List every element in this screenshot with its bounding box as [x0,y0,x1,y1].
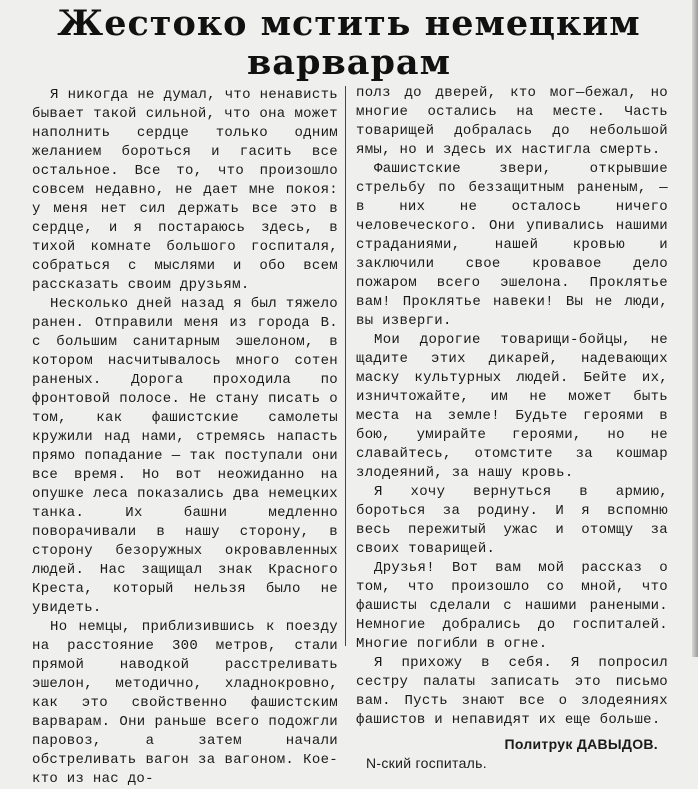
hospital-location: N-ский госпиталь. [366,755,487,771]
article-headline: Жестоко мстить немецким варварам [57,3,641,83]
author-signature: Политрук ДАВЫДОВ. [504,736,658,752]
paragraph-right-3: Мои дорогие товарищи-бойцы, не щадите этих дикарей, надевающих маску культурных людей. Бейте их, изничтожайте, им не может быть места на земле! Будьте героями в бою, умирайте героями, но не славайтесь, отомстите за кошмар злодеяний, за нашу кровь. [356,332,668,481]
paragraph-left-1: Я никогда не думал, что ненависть бывает такой сильной, что она может наполнить сердце только одним желанием бороться и гасить все остальное. Все то, что произошло совсем недавно, не дает мне покоя: у меня нет сил держать все это в сердце, и я постараюсь здесь, в тихой комнате большого госпиталя, собраться с мыслями и обо всем рассказать своим друзьям. [32,87,338,293]
article-column-left [32,86,338,789]
article-column-right [356,84,668,773]
paragraph-left-3: Но немцы, приблизившись к поезду на расстояние 300 метров, стали прямой наводкой расстреливать эшелон, методично, хладнокровно, как это свойственно фашистским варварам. Они раньше всего подожгли паровоз, а затем начали обстреливать вагон за вагоном. Кое-кто из нас до- [32,619,338,787]
paragraph-right-2: Фашистские звери, открывшие стрельбу по беззащитным раненым, — в них не осталось ничего человеческого. Они упивались нашими страданиями, нашей кровью и заключили свое кровавое дело пожаром всего эшелона. Проклятье вам! Проклятье навеки! Вы не люди, вы изверги. [356,161,668,329]
paragraph-right-5: Друзья! Вот вам мой рассказ о том, что произошло со мной, что фашисты сделали с нашими ранеными. Немногие добрались до госпиталей. Многие погибли в огне. [356,560,668,652]
paragraph-left-2: Несколько дней назад я был тяжело ранен. Отправили меня из города В. с большим санитарным эшелоном, в котором насчитывалось много сотен раненых. Дорога проходила по фронтовой полосе. Не стану писать о том, как фашистские самолеты кружили над нами, стремясь напасть прямо попадание — так поступали они все время. Но вот неожиданно на опушке леса показались два немецких танка. Их башни медленно поворачивали в нашу сторону, в сторону безоружных окровавленных людей. Нас защищал знак Красного Креста, который нельзя было не увидеть. [32,296,338,616]
paragraph-right-4: Я хочу вернуться в армию, бороться за родину. И я вспомню весь пережитый ужас и отомщу за своих товарищей. [356,484,668,557]
column-divider [345,86,346,646]
paragraph-right-1: полз до дверей, кто мог—бежал, но многие остались на месте. Часть товарищей добралась до небольшой ямы, но и здесь их настигла смерть. [356,85,668,158]
paragraph-right-6: Я прихожу в себя. Я попросил сестру палаты записать это письмо вам. Пусть знают все о злодеяниях фашистов и непавидят их еще больше. [356,655,668,728]
page-edge-shadow [692,0,698,657]
